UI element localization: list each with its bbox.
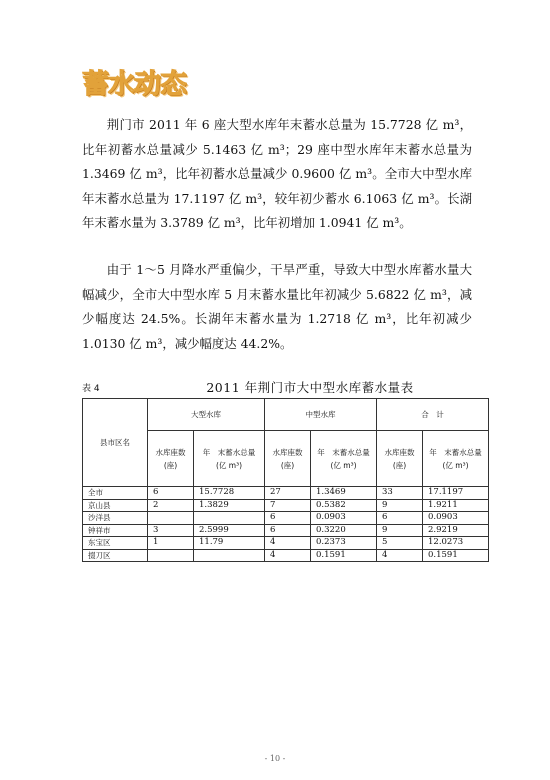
large-storage-cell: 11.79 <box>194 537 265 550</box>
total-count-cell: 5 <box>377 537 423 550</box>
total-count-cell: 6 <box>377 512 423 525</box>
table-row <box>83 537 489 550</box>
table-label: 表 4 <box>82 384 100 394</box>
large-storage-cell: 15.7728 <box>194 487 265 500</box>
large-storage-cell <box>194 549 265 562</box>
large-count-cell: 3 <box>148 524 194 537</box>
medium-storage-cell: 0.3220 <box>311 524 377 537</box>
total-count-cell: 9 <box>377 499 423 512</box>
medium-count-cell: 4 <box>265 537 311 550</box>
total-storage-cell: 17.1197 <box>423 487 489 500</box>
medium-count-cell: 4 <box>265 549 311 562</box>
large-storage-cell: 1.3829 <box>194 499 265 512</box>
header-medium-reservoirs: 中型水库 <box>265 399 377 431</box>
header-total: 合 计 <box>377 399 489 431</box>
header-large-reservoirs: 大型水库 <box>148 399 265 431</box>
header-count: 水库座数(座) <box>148 431 194 487</box>
large-count-cell <box>148 512 194 525</box>
medium-storage-cell: 0.0903 <box>311 512 377 525</box>
total-storage-cell: 2.9219 <box>423 524 489 537</box>
paragraph-drought-impact: 由于 1～5 月降水严重偏少，干旱严重，导致大中型水库蓄水量大幅减少，全市大中型水库 5 月末蓄水量比年初减少 5.6822 亿 m³，减少幅度达 24.5%。长湖年末蓄水量为 1.2718 亿 m³，比年初减少 1.0130 亿 m³，减少幅度达 44.2%。 <box>82 262 472 351</box>
total-storage-cell: 0.0903 <box>423 512 489 525</box>
region-cell: 掇刀区 <box>83 549 148 562</box>
header-count: 水库座数(座) <box>265 431 311 487</box>
corner-header: 县市区名 <box>83 399 148 487</box>
medium-storage-cell: 1.3469 <box>311 487 377 500</box>
medium-count-cell: 27 <box>265 487 311 500</box>
total-count-cell: 4 <box>377 549 423 562</box>
large-count-cell: 2 <box>148 499 194 512</box>
table-title: 2011 年荆门市大中型水库蓄水量表 <box>206 380 414 395</box>
table-row <box>83 487 489 500</box>
medium-storage-cell: 0.5382 <box>311 499 377 512</box>
header-count: 水库座数(座) <box>377 431 423 487</box>
medium-storage-cell: 0.1591 <box>311 549 377 562</box>
total-storage-cell: 12.0273 <box>423 537 489 550</box>
table-row <box>83 549 489 562</box>
header-storage: 年 末蓄水总量(亿 m³) <box>311 431 377 487</box>
total-storage-cell: 1.9211 <box>423 499 489 512</box>
section-heading: 蓄水动态 <box>82 69 186 100</box>
total-count-cell: 33 <box>377 487 423 500</box>
region-cell: 沙洋县 <box>83 512 148 525</box>
table-row <box>83 499 489 512</box>
medium-count-cell: 6 <box>265 524 311 537</box>
table-row <box>83 512 489 525</box>
large-storage-cell: 2.5999 <box>194 524 265 537</box>
medium-count-cell: 6 <box>265 512 311 525</box>
large-count-cell: 1 <box>148 537 194 550</box>
large-storage-cell <box>194 512 265 525</box>
region-cell: 钟祥市 <box>83 524 148 537</box>
paragraph-storage-summary: 荆门市 2011 年 6 座大型水库年末蓄水总量为 15.7728 亿 m³，比年初蓄水总量减少 5.1463 亿 m³；29 座中型水库年末蓄水总量为 1.3469 亿 m³，比年初蓄水总量减少 0.9600 亿 m³。全市大中型水库年末蓄水总量为 17.1197 亿 m³，较年初少蓄水 6.1063 亿 m³。长湖年末蓄水量为 3.3789 亿 m³，比年初增加 1.0941 亿 m³。 <box>82 117 472 230</box>
large-count-cell: 6 <box>148 487 194 500</box>
header-storage: 年 末蓄水总量(亿 m³) <box>194 431 265 487</box>
large-count-cell <box>148 549 194 562</box>
region-cell: 东宝区 <box>83 537 148 550</box>
region-cell: 京山县 <box>83 499 148 512</box>
total-count-cell: 9 <box>377 524 423 537</box>
region-cell: 全市 <box>83 487 148 500</box>
table-row <box>83 524 489 537</box>
total-storage-cell: 0.1591 <box>423 549 489 562</box>
header-storage: 年 末蓄水总量(亿 m³) <box>423 431 489 487</box>
page-number: - 10 - <box>264 754 286 763</box>
reservoir-storage-table <box>82 398 489 562</box>
medium-count-cell: 7 <box>265 499 311 512</box>
medium-storage-cell: 0.2373 <box>311 537 377 550</box>
